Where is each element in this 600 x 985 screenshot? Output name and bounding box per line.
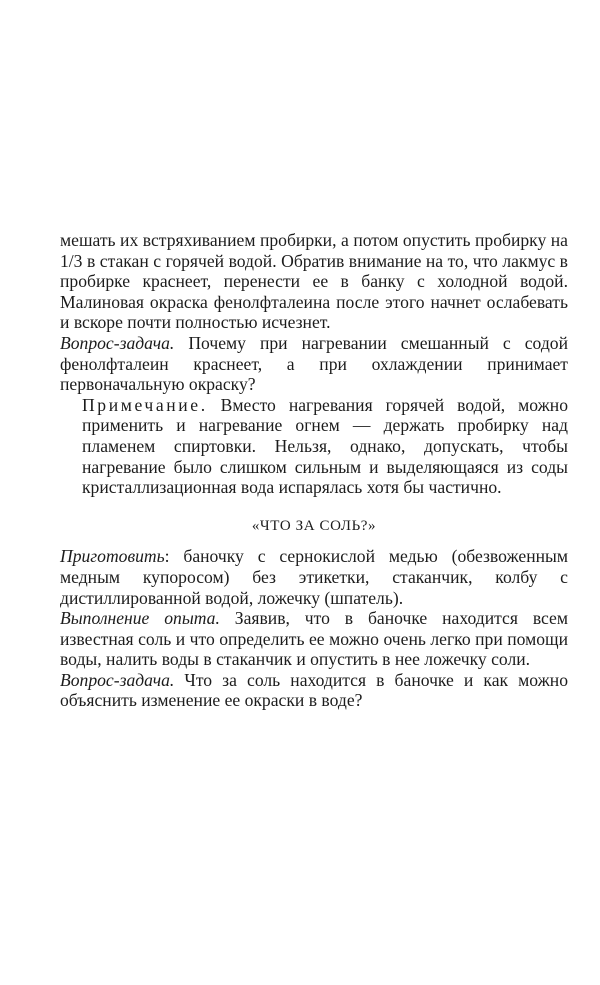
procedure-text: Заявив, что в баночке находится всем известная соль и что определить ее можно очень легко при помощи воды, налить воды в стаканчик и опустить в нее ложечку соли. <box>60 608 568 670</box>
page-body <box>60 230 568 711</box>
note-block <box>82 395 568 498</box>
question-text-2: Что за соль находится в баночке и как можно объяснить изменение ее окраски в воде? <box>60 669 568 711</box>
prepare-paragraph <box>60 546 568 608</box>
note-paragraph <box>82 395 568 498</box>
question-text: Почему при нагревании смешанный с содой фенолфталеин краснеет, а при охлаждении принимает первоначальную окраску? <box>60 332 568 395</box>
procedure-label: Выполнение опыта. <box>60 608 220 629</box>
note-text: Вместо нагревания горячей водой, можно применить и нагревание огнем — держать пробирку над пламенем спиртовки. Нельзя, однако, допускать, чтобы нагревание было слишком сильным и выделяющаяся из соды кристаллизационная вода испарялась хотя бы частично. <box>82 394 568 498</box>
prepare-label: Приготовить <box>60 546 165 567</box>
question-label: Вопрос-задача. <box>60 332 175 353</box>
prepare-text: : баночку с сернокислой медью (обезвоженным медным купоросом) без этикетки, стаканчик, колбу с дистиллированной водой, ложечку (шпатель). <box>60 546 568 608</box>
question-paragraph-1 <box>60 333 568 395</box>
procedure-paragraph <box>60 608 568 670</box>
question-label-2: Вопрос-задача. <box>60 669 175 690</box>
note-label: Примечание. <box>82 394 208 415</box>
section-heading: «ЧТО ЗА СОЛЬ?» <box>251 517 377 534</box>
question-paragraph-2 <box>60 670 568 711</box>
paragraph-continuation: мешать их встряхиванием пробирки, а потом опустить пробирку на 1/3 в стакан с горячей водой. Обратив внимание на то, что лакмус в пробирке краснеет, перенести ее в банку с холодной водой. Малиновая окраска фенолфталеина после этого начнет ослабевать и вскоре почти полностью исчезнет. <box>60 230 568 333</box>
